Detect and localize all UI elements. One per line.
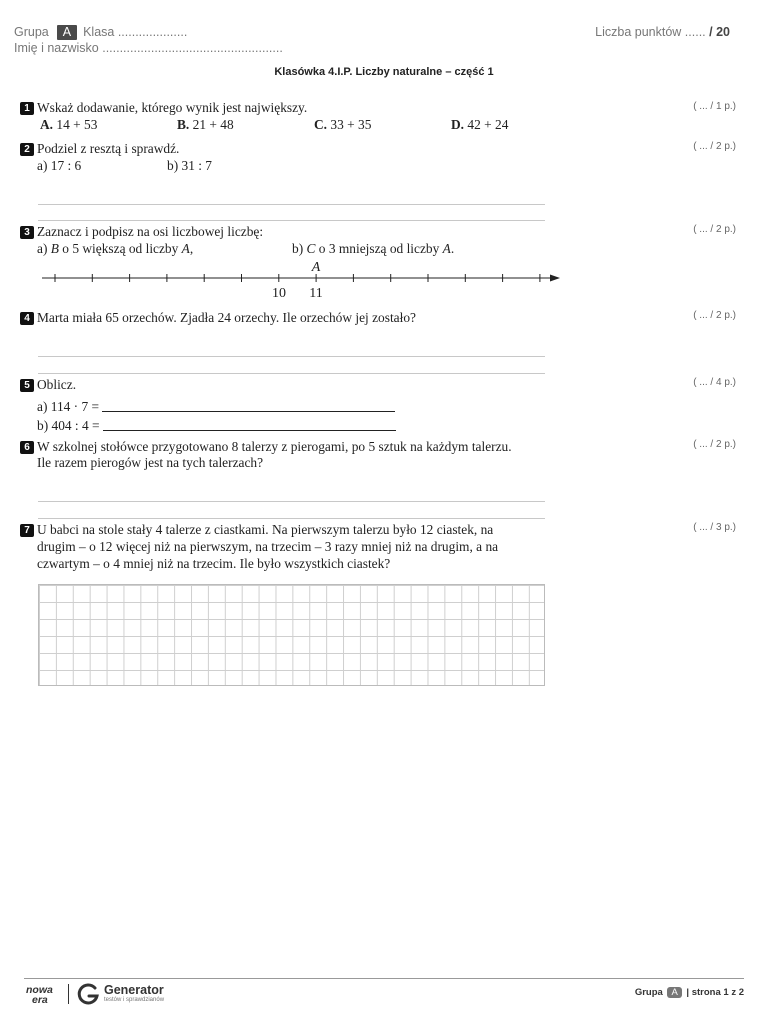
task-text: Zaznacz i podpisz na osi liczbowej liczbę:: [37, 224, 264, 239]
tick-label-10: 10: [272, 286, 286, 301]
task-1-points: ( ... / 1 p.): [693, 101, 736, 112]
task-1-option-d[interactable]: D. 42 + 24: [451, 117, 509, 132]
task-7-question: [20, 522, 493, 539]
task-1-option-a[interactable]: A. 14 + 53: [40, 117, 98, 132]
answer-line[interactable]: [38, 356, 545, 357]
answer-grid[interactable]: [38, 584, 545, 686]
task-text: Podziel z resztą i sprawdź.: [37, 141, 180, 156]
task-text-line-2: Ile razem pierogów jest na tych talerzach?: [37, 455, 264, 470]
points-field: [595, 25, 730, 39]
footer-group-label: Grupa: [634, 987, 663, 998]
task-number-badge: 1: [20, 102, 34, 115]
task-6-points: ( ... / 2 p.): [693, 439, 736, 450]
task-number-badge: 6: [20, 441, 34, 454]
task-text-line-3: czwartym – o 4 mniej niż na trzecim. Ile było wszystkich ciastek?: [37, 556, 391, 571]
task-3-part-a: a) B o 5 większą od liczby A,: [37, 241, 194, 256]
task-3-question: [20, 224, 263, 241]
tick-label-11: 11: [309, 286, 323, 301]
logo-separator: [68, 984, 69, 1004]
generator-logo-subtitle: testów i sprawdzianów: [104, 997, 165, 1003]
points-label: Liczba punktów ......: [595, 25, 706, 39]
task-2-part-b: b) 31 : 7: [167, 158, 213, 173]
task-text: Oblicz.: [37, 377, 77, 392]
task-7-points: ( ... / 3 p.): [693, 522, 736, 533]
group-field: [14, 25, 187, 40]
group-label: Grupa: [14, 25, 49, 39]
task-4-points: ( ... / 2 p.): [693, 310, 736, 321]
answer-line[interactable]: [38, 373, 545, 374]
task-text-line-2: drugim – o 12 więcej niż na pierwszym, na trzecim – 3 razy mniej niż na drugim, a na: [37, 539, 499, 554]
task-1-option-c[interactable]: C. 33 + 35: [314, 117, 372, 132]
task-2-question: [20, 141, 179, 158]
footer-page-label: | strona 1 z 2: [686, 987, 744, 998]
task-3-points: ( ... / 2 p.): [693, 224, 736, 235]
number-line[interactable]: [0, 256, 768, 302]
task-number-badge: 7: [20, 524, 34, 537]
class-field[interactable]: Klasa ....................: [83, 25, 188, 39]
task-1-option-b[interactable]: B. 21 + 48: [177, 117, 234, 132]
task-text-line-1: U babci na stole stały 4 talerze z ciastkami. Na pierwszym talerzu było 12 ciastek, na: [37, 522, 494, 537]
task-text: Wskaż dodawanie, którego wynik jest największy.: [37, 100, 308, 115]
task-2-part-a: a) 17 : 6: [37, 158, 82, 173]
answer-blank[interactable]: [103, 418, 396, 431]
task-number-badge: 4: [20, 312, 34, 325]
task-3-part-b: b) C o 3 mniejszą od liczby A.: [292, 241, 455, 256]
name-field[interactable]: Imię i nazwisko ....................................................: [14, 41, 283, 55]
generator-logo-name: Generator: [104, 983, 164, 997]
number-line-arrow: [550, 275, 560, 282]
point-a-label: A: [311, 260, 321, 275]
answer-line[interactable]: [38, 518, 545, 519]
task-5-points: ( ... / 4 p.): [693, 377, 736, 388]
page-title: Klasówka 4.I.P. Liczby naturalne – część 1: [274, 66, 494, 78]
task-5-part-a: a) 114 · 7 =: [37, 399, 395, 416]
task-5-question: [20, 377, 76, 394]
footer-divider: [24, 978, 744, 979]
points-total: / 20: [709, 25, 730, 39]
task-4-question: [20, 310, 416, 327]
nowa-era-logo: nowa era: [26, 984, 53, 1006]
task-text: Marta miała 65 orzechów. Zjadła 24 orzechy. Ile orzechów jej zostało?: [37, 310, 416, 325]
answer-line[interactable]: [38, 204, 545, 205]
task-number-badge: 5: [20, 379, 34, 392]
task-number-badge: 2: [20, 143, 34, 156]
answer-line[interactable]: [38, 501, 545, 502]
task-6-question: [20, 439, 512, 456]
group-badge: A: [57, 25, 77, 40]
footer-group-badge: A: [667, 987, 681, 998]
task-1-question: [20, 100, 307, 117]
answer-blank[interactable]: [102, 399, 395, 412]
footer-page-info: [635, 987, 744, 998]
task-2-points: ( ... / 2 p.): [693, 141, 736, 152]
task-text-line-1: W szkolnej stołówce przygotowano 8 talerzy z pierogami, po 5 sztuk na każdym talerzu.: [37, 439, 512, 454]
task-5-part-b: b) 404 : 4 =: [37, 418, 396, 435]
answer-line[interactable]: [38, 220, 545, 221]
task-number-badge: 3: [20, 226, 34, 239]
generator-logo-icon: [76, 982, 100, 1006]
